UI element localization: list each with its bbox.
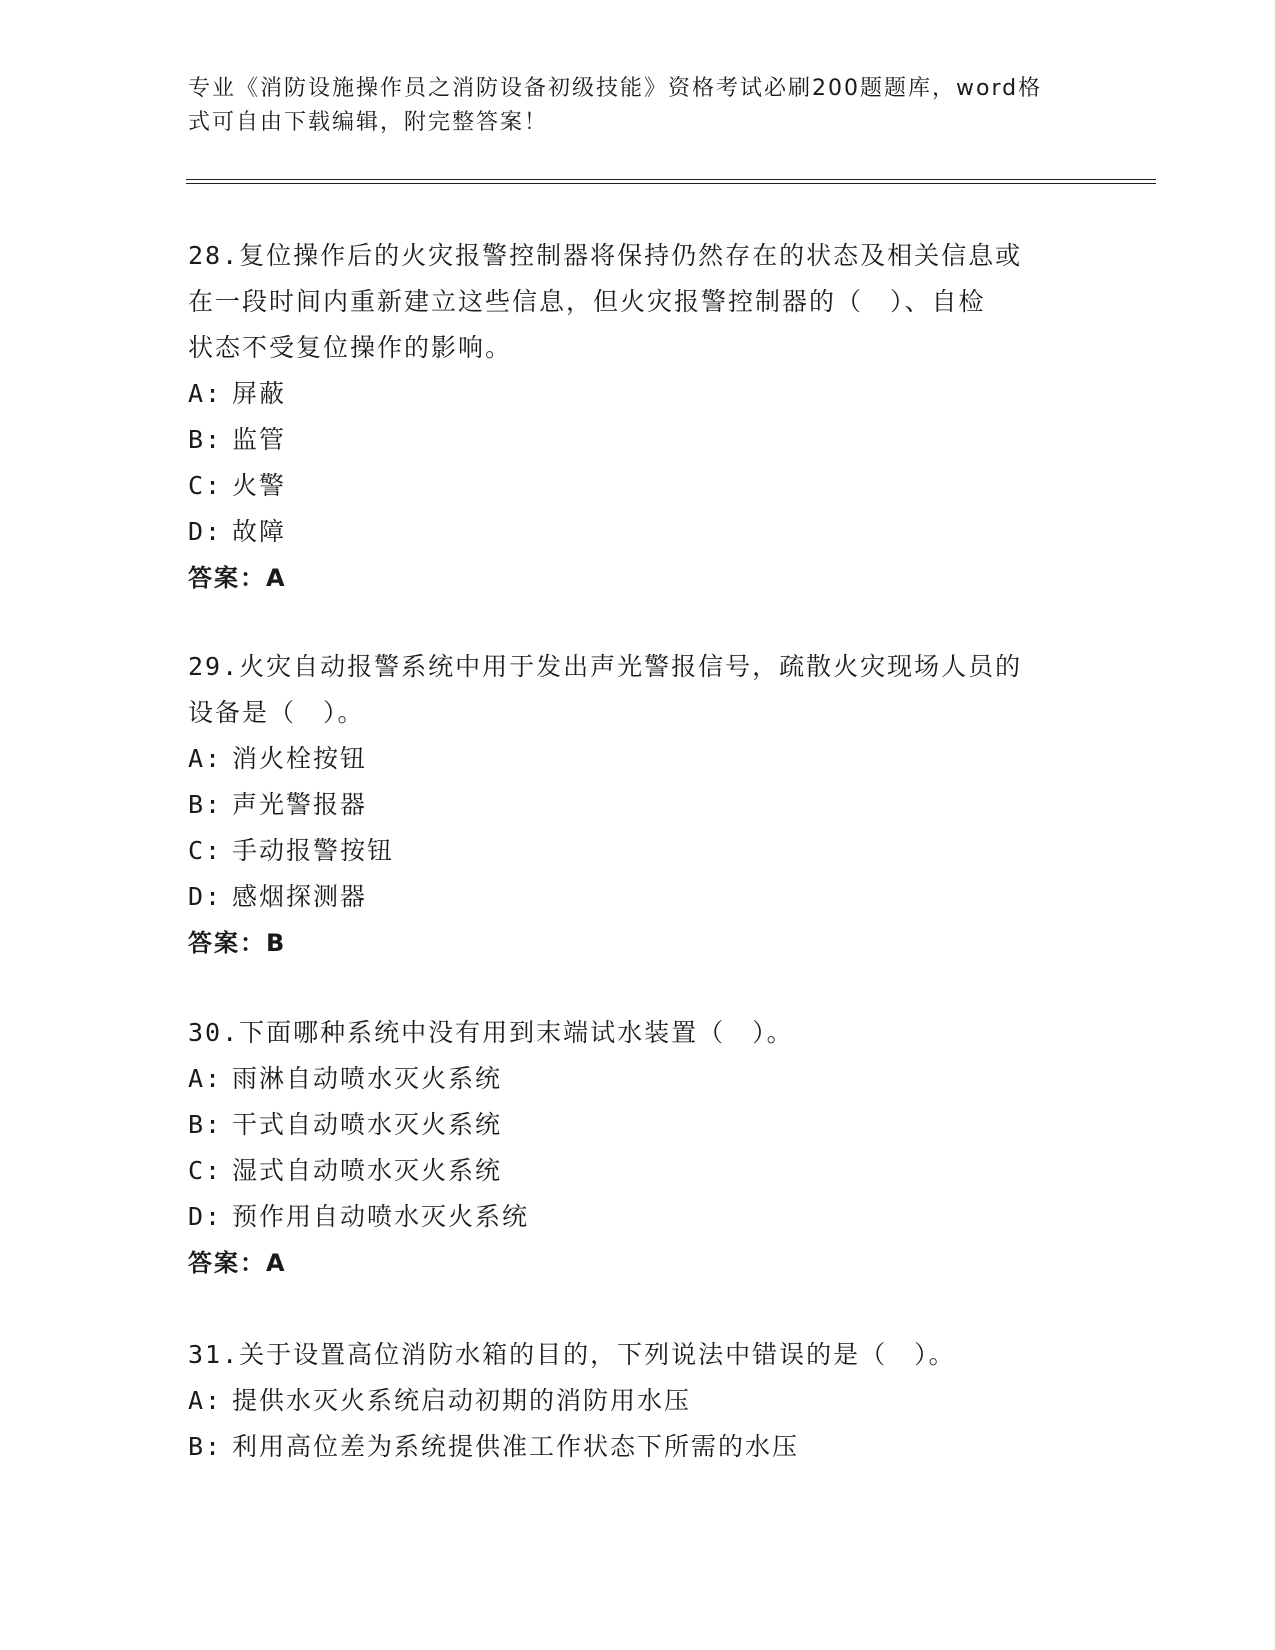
option-b (188, 782, 1088, 828)
option-letter: B: (188, 1432, 223, 1461)
option-c (188, 1148, 1088, 1194)
header-line-2: 式可自由下载编辑，附完整答案！ (188, 110, 549, 135)
option-text: 消火栓按钮 (232, 744, 368, 773)
option-text: 雨淋自动喷水灭火系统 (232, 1064, 503, 1093)
option-text: 手动报警按钮 (232, 836, 395, 865)
option-a (188, 1056, 1088, 1102)
option-letter: B: (188, 790, 223, 819)
question-30 (188, 1010, 1088, 1286)
option-b (188, 417, 1088, 463)
header-divider-bottom (186, 183, 1156, 184)
question-stem-line: 设备是（ ）。 (188, 698, 365, 727)
header-divider-top (186, 179, 1156, 180)
option-text: 提供水灭火系统启动初期的消防用水压 (232, 1386, 692, 1415)
question-28 (188, 233, 1088, 601)
option-text: 利用高位差为系统提供准工作状态下所需的水压 (232, 1432, 800, 1461)
option-letter: B: (188, 1110, 223, 1139)
option-text: 火警 (232, 471, 287, 500)
option-text: 监管 (232, 425, 287, 454)
option-text: 湿式自动喷水灭火系统 (232, 1156, 503, 1185)
option-text: 屏蔽 (232, 379, 287, 408)
option-b (188, 1424, 1088, 1470)
question-stem-line: 28.复位操作后的火灾报警控制器将保持仍然存在的状态及相关信息或 (188, 241, 1023, 270)
option-text: 故障 (232, 517, 287, 546)
document-header (188, 72, 1068, 140)
option-letter: C: (188, 471, 223, 500)
question-29 (188, 644, 1088, 966)
option-letter: D: (188, 1202, 223, 1231)
option-b (188, 1102, 1088, 1148)
question-stem-line: 31.关于设置高位消防水箱的目的，下列说法中错误的是（ ）。 (188, 1340, 956, 1369)
question-stem-line: 状态不受复位操作的影响。 (188, 333, 513, 362)
option-d (188, 509, 1088, 555)
option-text: 感烟探测器 (232, 882, 368, 911)
option-a (188, 371, 1088, 417)
answer-line: 答案：A (188, 564, 287, 592)
option-c (188, 828, 1088, 874)
option-a (188, 736, 1088, 782)
answer-line: 答案：A (188, 1249, 287, 1277)
question-stem-line: 在一段时间内重新建立这些信息，但火灾报警控制器的（ ）、自检 (188, 287, 986, 316)
option-letter: B: (188, 425, 223, 454)
option-letter: A: (188, 1064, 223, 1093)
option-letter: C: (188, 1156, 223, 1185)
option-d (188, 1194, 1088, 1240)
option-text: 预作用自动喷水灭火系统 (232, 1202, 530, 1231)
question-stem-line: 30.下面哪种系统中没有用到末端试水装置（ ）。 (188, 1018, 794, 1047)
question-stem-line: 29.火灾自动报警系统中用于发出声光警报信号，疏散火灾现场人员的 (188, 652, 1023, 681)
option-text: 声光警报器 (232, 790, 368, 819)
option-letter: A: (188, 744, 223, 773)
option-text: 干式自动喷水灭火系统 (232, 1110, 503, 1139)
option-letter: C: (188, 836, 223, 865)
option-d (188, 874, 1088, 920)
option-c (188, 463, 1088, 509)
option-letter: A: (188, 1386, 223, 1415)
question-31 (188, 1332, 1088, 1470)
option-letter: D: (188, 882, 223, 911)
option-letter: A: (188, 379, 223, 408)
option-a (188, 1378, 1088, 1424)
question-list (188, 233, 1088, 1513)
answer-line: 答案：B (188, 929, 287, 957)
option-letter: D: (188, 517, 223, 546)
header-line-1: 专业《消防设施操作员之消防设备初级技能》资格考试必刷200题题库，word格 (188, 76, 1043, 101)
